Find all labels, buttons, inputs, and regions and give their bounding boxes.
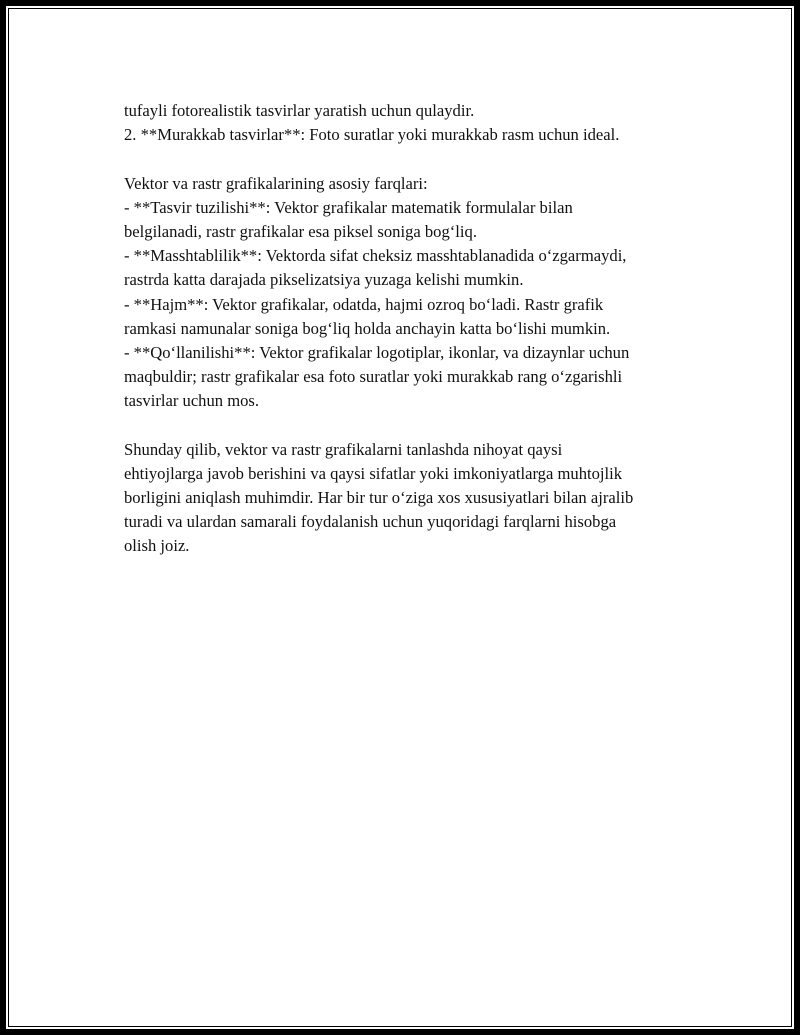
text-line: tasvirlar uchun mos. [124,391,260,411]
text-line: maqbuldir; rastr grafikalar esa foto suratlar yoki murakkab rang o‘zgarishli [124,367,623,387]
text-line: 2. **Murakkab tasvirlar**: Foto suratlar yoki murakkab rasm uchun ideal. [124,125,620,145]
text-line: ramkasi namunalar soniga bog‘liq holda anchayin katta bo‘lishi mumkin. [124,318,611,338]
paragraph-spacer [124,413,704,437]
document-body [124,99,704,559]
text-line: - **Masshtablilik**: Vektorda sifat cheksiz masshtablanadida o‘zgarmaydi, [124,246,627,266]
text-line: - **Qo‘llanilishi**: Vektor grafikalar logotiplar, ikonlar, va dizaynlar uchun [124,342,630,362]
text-line: Shunday qilib, vektor va rastr grafikalarni tanlashda nihoyat qaysi [124,439,563,459]
text-line: rastrda katta darajada pikselizatsiya yuzaga kelishi mumkin. [124,270,524,290]
text-line: olish joiz. [124,536,190,556]
paragraph-differences [124,172,704,414]
paragraph-spacer [124,147,704,171]
text-line: - **Tasvir tuzilishi**: Vektor grafikalar matematik formulalar bilan [124,197,573,217]
paragraph-raster-continuation [124,99,704,147]
text-line: tufayli fotorealistik tasvirlar yaratish uchun qulaydir. [124,101,475,120]
text-line: borligini aniqlash muhimdir. Har bir tur o‘ziga xos xususiyatlari bilan ajralib [124,488,634,507]
text-line: turadi va ulardan samarali foydalanish uchun yuqoridagi farqlarni hisobga [124,512,617,532]
text-line: - **Hajm**: Vektor grafikalar, odatda, hajmi ozroq bo‘ladi. Rastr grafik [124,294,604,314]
text-line: belgilanadi, rastr grafikalar esa piksel soniga bog‘liq. [124,221,477,241]
text-line: ehtiyojlarga javob berishini va qaysi sifatlar yoki imkoniyatlarga muhtojlik [124,463,623,483]
text-line: Vektor va rastr grafikalarining asosiy farqlari: [124,173,428,193]
paragraph-conclusion [124,438,704,559]
